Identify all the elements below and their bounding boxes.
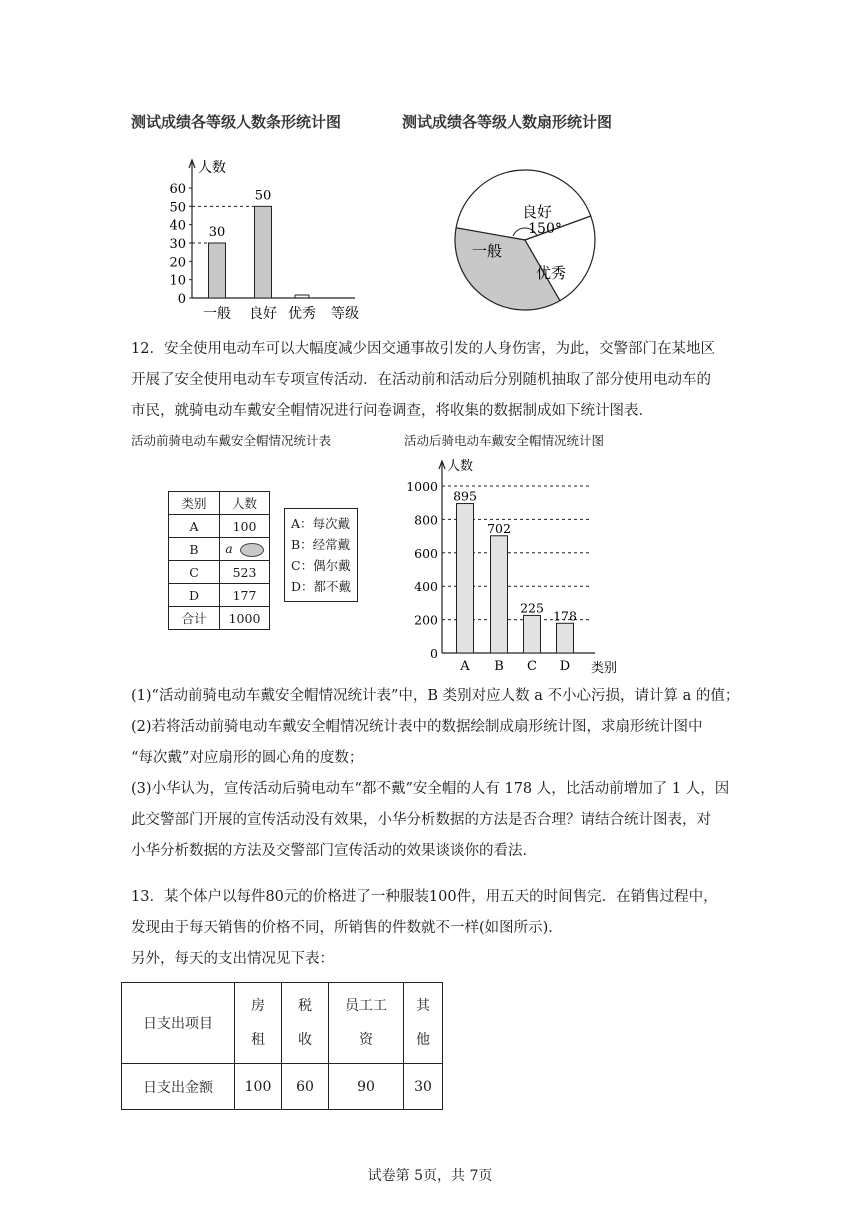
x-tick-label: D: [559, 659, 571, 674]
table-cell: D: [169, 584, 220, 607]
y-tick-label: 800: [414, 512, 438, 528]
after-chart-title: 活动后骑电动车戴安全帽情况统计图: [404, 433, 605, 448]
table-cell: 100: [235, 1064, 282, 1110]
table-header-cell: 日支出金额: [122, 1064, 235, 1110]
bar: [209, 243, 226, 298]
x-tick-label: 良好: [249, 306, 277, 322]
bar-data-label: 895: [453, 488, 477, 504]
bar: [491, 536, 508, 653]
slice-label: 一般: [471, 242, 503, 260]
table-row: [169, 515, 270, 538]
table-row: [169, 584, 270, 607]
table-cell: 523: [220, 561, 270, 584]
bar: [524, 615, 541, 653]
table-cell: [282, 983, 329, 1064]
category-legend: [284, 508, 358, 602]
bar-data-label: 30: [208, 225, 226, 240]
q13-stem-line: 另外，每天的支出情况见下表：: [131, 951, 334, 967]
legend-item: A：每次戴: [291, 516, 351, 531]
q12-stem-line: 开展了安全使用电动车专项宣传活动．在活动前和活动后分别随机抽取了部分使用电动车的: [131, 372, 711, 388]
grade-bar-chart: [165, 150, 380, 325]
table-cell: 合计: [169, 607, 220, 630]
ink-smudge: [240, 543, 264, 557]
before-activity-table: [168, 491, 270, 630]
q12-stem-line: 市民，就骑电动车戴安全帽情况进行问卷调查，将收集的数据制成如下统计图表．: [131, 403, 653, 419]
table-header-cell: 人数: [220, 492, 270, 515]
table-cell: A: [169, 515, 220, 538]
slice-label: 良好: [521, 203, 553, 221]
subquestion-1: (1)“活动前骑电动车戴安全帽情况统计表”中，B 类别对应人数 a 不小心污损，请计算 a 的值；: [131, 688, 740, 704]
subquestion-3-line: 小华分析数据的方法及交警部门宣传活动的效果谈谈你的看法．: [131, 843, 537, 859]
bar-data-label: 50: [254, 188, 272, 204]
x-tick-label: A: [460, 659, 470, 674]
bar-data-label: 702: [487, 520, 511, 536]
table-cell: 177: [220, 584, 270, 607]
q12-stem-line: 12．安全使用电动车可以大幅度减少因交通事故引发的人身伤害，为此，交警部门在某地区: [131, 341, 715, 357]
grade-pie-chart: [445, 160, 605, 320]
y-tick-label: 600: [414, 545, 438, 561]
y-axis-label: 人数: [447, 459, 474, 474]
x-axis-label: 类别: [590, 661, 618, 674]
table-cell: C: [169, 561, 220, 584]
daily-expense-table: [121, 982, 443, 1110]
y-tick-label: 60: [169, 182, 186, 197]
slice-label: 优秀: [535, 264, 567, 282]
table-row: [122, 983, 443, 1064]
table-cell: 90: [329, 1064, 404, 1110]
y-tick-label: 1000: [406, 479, 438, 494]
page-footer: 试卷第 5页，共 7页: [367, 1168, 493, 1184]
pie-chart-title: 测试成绩各等级人数扇形统计图: [402, 113, 613, 131]
legend-item: C：偶尔戴: [291, 558, 351, 573]
question-12-stem: [131, 334, 741, 427]
cell-line: 税: [298, 998, 312, 1014]
table-row: [122, 1064, 443, 1110]
y-tick-label: 50: [169, 200, 186, 216]
table-cell: [404, 983, 443, 1064]
after-activity-bar-chart: [400, 452, 640, 674]
table-cell: 1000: [220, 607, 270, 630]
table-cell: B: [169, 538, 220, 561]
bar: [557, 623, 574, 653]
cell-line: 资: [359, 1032, 373, 1048]
x-tick-label: 优秀: [288, 306, 316, 322]
table-cell: 100: [220, 515, 270, 538]
q13-stem-line: 13．某个体户以每件80元的价格进了一种服装100件，用五天的时间售完．在销售过程中，: [131, 889, 718, 905]
cell-line: 租: [251, 1032, 265, 1048]
cell-line: 他: [416, 1032, 430, 1048]
table-cell: [235, 983, 282, 1064]
bar: [255, 206, 272, 298]
subquestion-2-line: “每次戴”对应扇形的圆心角的度数；: [131, 750, 364, 766]
table-cell: [329, 983, 404, 1064]
question-12-subquestions: [131, 681, 741, 867]
subquestion-2-line: (2)若将活动前骑电动车戴安全帽情况统计表中的数据绘制成扇形统计图，求扇形统计图中: [131, 719, 703, 735]
y-tick-label: 0: [430, 646, 438, 661]
legend-item: D：都不戴: [291, 579, 352, 594]
subquestion-3-line: 此交警部门开展的宣传活动没有效果，小华分析数据的方法是否合理？请结合统计图表，对: [131, 812, 711, 828]
x-tick-label: B: [494, 659, 504, 674]
bar-data-label: 225: [520, 600, 544, 616]
bar-data-label: 178: [553, 608, 577, 624]
q13-stem-line: 发现由于每天销售的价格不同，所销售的件数就不一样(如图所示)．: [131, 920, 563, 936]
x-tick-label: C: [527, 659, 537, 674]
legend-item: B：经常戴: [291, 537, 351, 552]
y-tick-label: 0: [177, 292, 186, 307]
variable-a: a: [225, 541, 233, 557]
cell-line: 房: [251, 998, 265, 1014]
table-header-cell: 类别: [169, 492, 220, 515]
y-tick-label: 200: [414, 612, 438, 628]
table-cell: 60: [282, 1064, 329, 1110]
table-row: [169, 561, 270, 584]
table-header-cell: 日支出项目: [122, 983, 235, 1064]
x-tick-label: 一般: [203, 306, 231, 322]
y-tick-label: 40: [169, 218, 186, 234]
bar-chart-title: 测试成绩各等级人数条形统计图: [131, 113, 342, 131]
y-tick-label: 20: [169, 255, 186, 271]
bar: [457, 504, 474, 653]
y-axis-label: 人数: [198, 160, 226, 176]
subquestion-3-line: (3)小华认为，宣传活动后骑电动车“都不戴”安全帽的人有 178 人，比活动前增加了 1 人，因: [131, 781, 730, 797]
y-tick-label: 10: [169, 273, 186, 289]
x-axis-label: 等级: [331, 306, 359, 322]
question-13-stem: [131, 882, 741, 975]
cell-line: 收: [298, 1032, 312, 1048]
y-tick-label: 30: [169, 237, 186, 252]
table-row: [169, 607, 270, 630]
angle-annotation: 150°: [528, 221, 562, 237]
table-row: [169, 538, 270, 561]
table-cell: 30: [404, 1064, 443, 1110]
cell-line: 员工工: [345, 998, 387, 1014]
cell-line: 其: [416, 998, 430, 1014]
before-table-title: 活动前骑电动车戴安全帽情况统计表: [131, 433, 332, 448]
y-tick-label: 400: [414, 579, 438, 595]
table-cell-smudged: [220, 538, 270, 561]
